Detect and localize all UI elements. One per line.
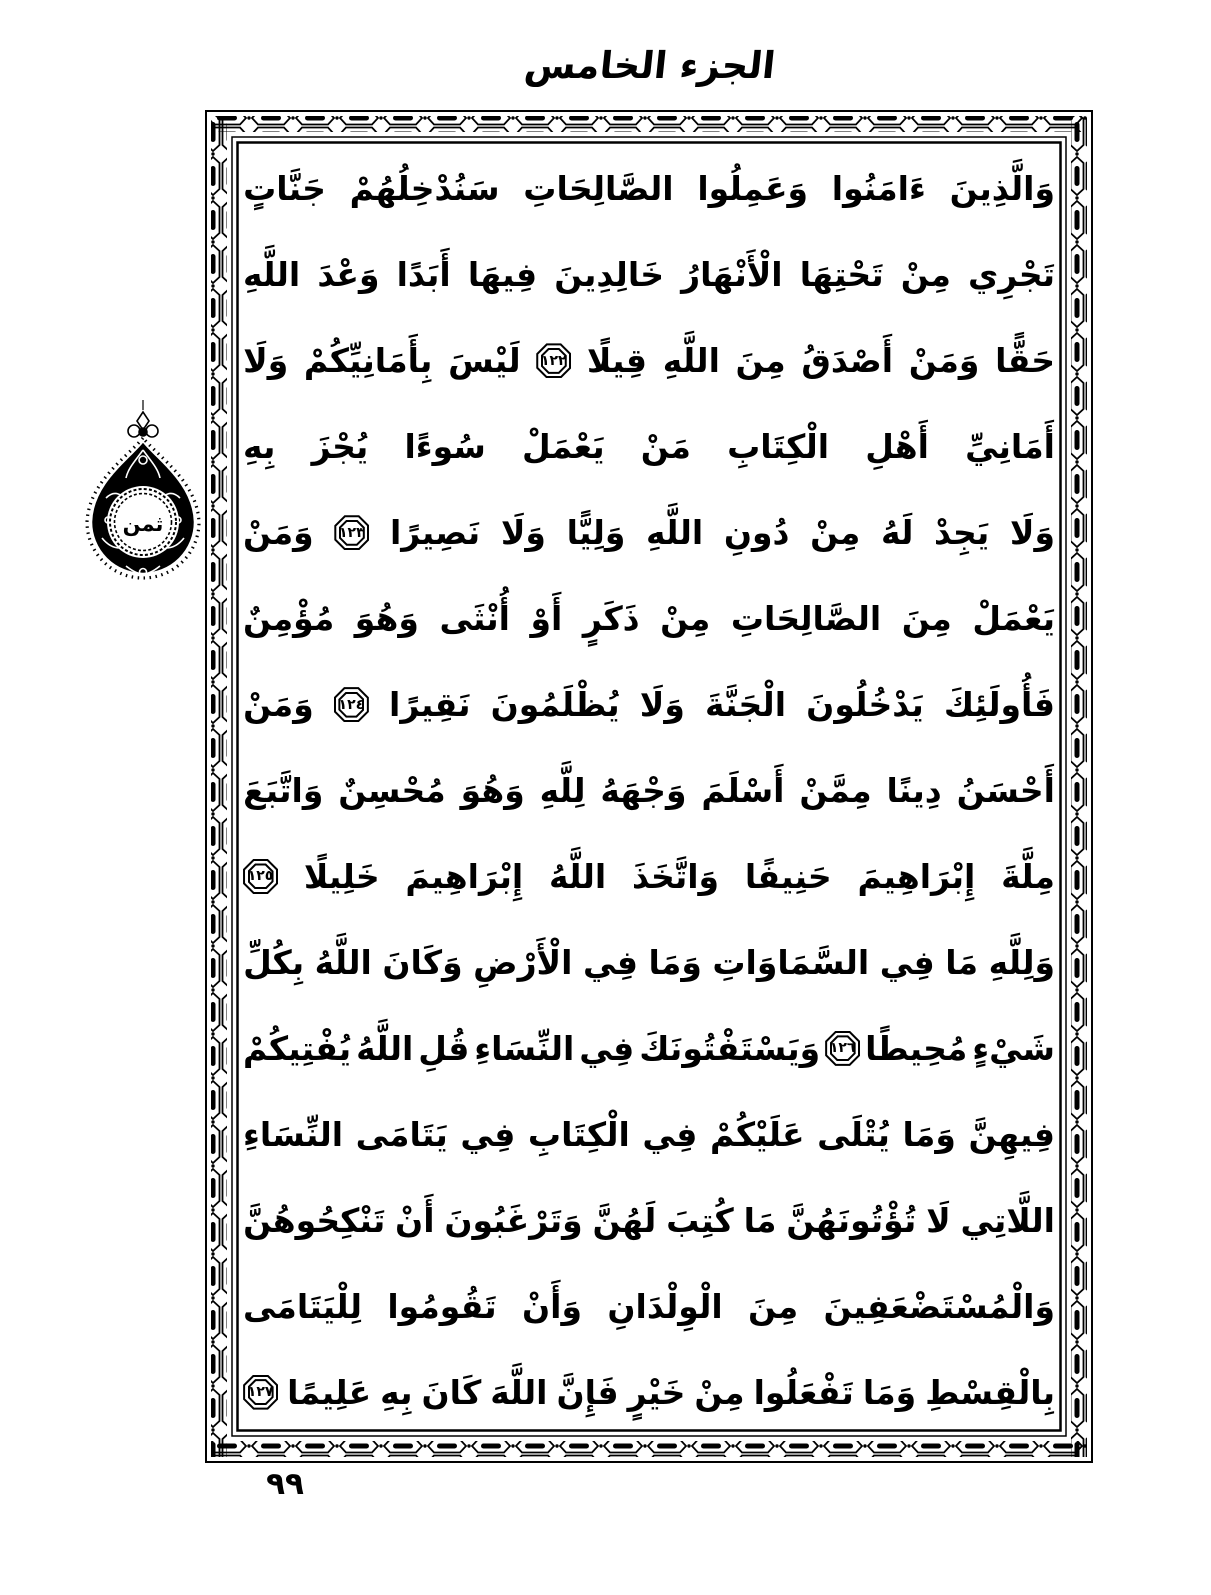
word: جَنَّاتٍ — [243, 169, 326, 209]
word: خَلِيلًا — [303, 856, 380, 896]
word: تَجْرِي — [968, 255, 1055, 295]
word: مِنَ — [735, 341, 786, 381]
word: الْكِتَابِ — [727, 427, 830, 467]
word: الْجَنَّةَ — [705, 685, 787, 725]
verse-number-marker — [825, 1031, 860, 1066]
word: لَهُنَّ — [592, 1200, 657, 1240]
page-number: ٩٩ — [266, 1466, 304, 1502]
word: تُؤْتُونَهُنَّ — [786, 1200, 917, 1240]
word: وَأَنْ — [522, 1286, 582, 1326]
word: فِي — [642, 1114, 698, 1154]
word: وَلَا — [1009, 513, 1055, 553]
word: مِنَ — [748, 1286, 799, 1326]
word: أَنْ — [395, 1200, 435, 1240]
word: شَيْءٍ — [972, 1028, 1055, 1068]
word: مِنَ — [901, 599, 952, 639]
word: مِنْ — [660, 599, 711, 639]
word: مِنْ — [900, 255, 951, 295]
word: وَاتَّبَعَ — [243, 771, 324, 811]
word: سَنُدْخِلُهُمْ — [349, 169, 500, 209]
word: فِي — [460, 1114, 516, 1154]
word: وَلِلَّهِ — [988, 942, 1055, 982]
word: تَنْكِحُوهُنَّ — [243, 1200, 386, 1240]
word: اللَّهُ — [356, 1028, 414, 1068]
word: فَإِنَّ — [556, 1372, 619, 1412]
word: بِالْقِسْطِ — [925, 1372, 1055, 1412]
word: مُحْسِنٌ — [338, 771, 446, 811]
word: الْكِتَابِ — [527, 1114, 630, 1154]
mushaf-line-3 — [243, 318, 1055, 404]
word: نَصِيرًا — [389, 513, 481, 553]
medallion-trefoil — [128, 412, 158, 437]
word: سُوءًا — [404, 427, 486, 467]
word: مِنْ — [694, 1372, 745, 1412]
verse-number: ١٢٧ — [247, 1384, 274, 1401]
mushaf-line-10 — [243, 919, 1055, 1005]
word: مِمَّنْ — [799, 771, 872, 811]
word: إِبْرَاهِيمَ — [405, 856, 524, 896]
word: أَسْلَمَ — [701, 771, 785, 811]
word: الْأَنْهَارُ — [681, 255, 783, 295]
word: لَا — [926, 1200, 951, 1240]
word: تَفْعَلُوا — [753, 1372, 854, 1412]
word: وَلَا — [500, 513, 546, 553]
word: وَالَّذِينَ — [949, 169, 1055, 209]
word: تَحْتِهَا — [799, 255, 884, 295]
mushaf-line-8 — [243, 748, 1055, 834]
word: أَوْ — [530, 599, 563, 639]
word: مَنْ — [640, 427, 691, 467]
word: وَالْمُسْتَضْعَفِينَ — [823, 1286, 1055, 1326]
word: وَهُوَ — [354, 599, 419, 639]
word: لَيْسَ — [448, 341, 521, 381]
verse-number-marker — [243, 859, 278, 894]
word: بِهِ — [243, 427, 276, 467]
verse-number: ١٢٥ — [247, 868, 274, 885]
mushaf-line-1 — [243, 146, 1055, 232]
medallion-label: ثمن — [122, 512, 164, 536]
word: أُنْثَى — [439, 599, 510, 639]
word: وَكَانَ — [382, 942, 463, 982]
word: بِهِ — [380, 1372, 413, 1412]
mushaf-line-12 — [243, 1091, 1055, 1177]
word: قُلِ — [418, 1028, 470, 1068]
word: لِلَّهِ — [539, 771, 586, 811]
word: نَقِيرًا — [389, 685, 471, 725]
word: فِي — [879, 942, 935, 982]
word: بِكُلِّ — [243, 942, 305, 982]
verse-number-marker — [536, 343, 571, 378]
word: حَنِيفًا — [744, 856, 832, 896]
word: مُؤْمِنٌ — [243, 599, 335, 639]
word: عَلِيمًا — [287, 1372, 372, 1412]
word: الْوِلْدَانِ — [607, 1286, 723, 1326]
mushaf-line-6 — [243, 576, 1055, 662]
word: فَأُولَئِكَ — [943, 685, 1055, 725]
word: فِي — [582, 942, 638, 982]
word: قِيلًا — [586, 341, 648, 381]
word: مِنْ — [810, 513, 861, 553]
word: فِيهَا — [467, 255, 538, 295]
verse-number-marker — [334, 687, 369, 722]
word: اللَّاتِي — [960, 1200, 1055, 1240]
word: حَقًّا — [995, 341, 1055, 381]
word: وَمَا — [902, 1114, 956, 1154]
word: دِينًا — [886, 771, 942, 811]
word: مَا — [743, 1200, 777, 1240]
word: النِّسَاءِ — [474, 1028, 575, 1068]
word: فِيهِنَّ — [968, 1114, 1055, 1154]
word: يُتْلَى — [817, 1114, 890, 1154]
word: وَمَنْ — [243, 513, 314, 553]
word: مَا — [945, 942, 979, 982]
word: دُونِ — [723, 513, 790, 553]
word: وَلِيًّا — [566, 513, 626, 553]
word: وَاتَّخَذَ — [631, 856, 720, 896]
word: أَهْلِ — [865, 427, 929, 467]
word: يُفْتِيكُمْ — [243, 1028, 352, 1068]
word: النِّسَاءِ — [243, 1114, 344, 1154]
word: وَمَا — [648, 942, 702, 982]
text-frame — [205, 110, 1093, 1463]
mushaf-line-15 — [243, 1349, 1055, 1435]
word: الصَّالِحَاتِ — [523, 169, 674, 209]
word: كُتِبَ — [666, 1200, 734, 1240]
verse-number-marker — [243, 1375, 278, 1410]
word: أَحْسَنُ — [956, 771, 1055, 811]
word: يُجْزَ — [311, 427, 369, 467]
word: وَمَنْ — [908, 341, 980, 381]
word: يَتَامَى — [355, 1114, 448, 1154]
word: لِلْيَتَامَى — [243, 1286, 363, 1326]
word: الصَّالِحَاتِ — [730, 599, 882, 639]
mushaf-line-14 — [243, 1263, 1055, 1349]
word: عَلَيْكُمْ — [710, 1114, 805, 1154]
mushaf-line-5 — [243, 490, 1055, 576]
word: يَجِدْ — [934, 513, 990, 553]
word: يُظْلَمُونَ — [490, 685, 620, 725]
mushaf-line-13 — [243, 1177, 1055, 1263]
word: اللَّهِ — [646, 513, 704, 553]
mushaf-line-2 — [243, 232, 1055, 318]
mushaf-line-11 — [243, 1005, 1055, 1091]
word: الْأَرْضِ — [473, 942, 573, 982]
word: أَمَانِيِّ — [965, 427, 1055, 467]
word: وَيَسْتَفْتُونَكَ — [639, 1028, 821, 1068]
word: كَانَ — [421, 1372, 482, 1412]
word: وَمَنْ — [243, 685, 314, 725]
word: اللَّهُ — [548, 856, 607, 896]
mushaf-line-7 — [243, 662, 1055, 748]
quran-text-block — [243, 146, 1055, 1435]
word: وَمَا — [862, 1372, 917, 1412]
word: يَعْمَلْ — [972, 599, 1055, 639]
word: السَّمَاوَاتِ — [712, 942, 870, 982]
word: أَبَدًا — [396, 255, 451, 295]
word: أَصْدَقُ — [801, 341, 894, 381]
word: ذَكَرٍ — [582, 599, 640, 639]
word: وَعَمِلُوا — [697, 169, 809, 209]
word: وَهُوَ — [460, 771, 525, 811]
verse-number: ١٢٢ — [540, 352, 567, 369]
word: لَهُ — [880, 513, 914, 553]
verse-number: ١٢٣ — [339, 524, 365, 541]
mushaf-line-9 — [243, 834, 1055, 920]
word: وَلَا — [243, 341, 289, 381]
word: اللَّهَ — [490, 1372, 548, 1412]
mushaf-line-4 — [243, 404, 1055, 490]
word: وَعْدَ — [317, 255, 380, 295]
word: فِي — [579, 1028, 635, 1068]
word: اللَّهُ — [314, 942, 372, 982]
verse-number: ١٢٦ — [829, 1040, 856, 1057]
word: وَلَا — [639, 685, 685, 725]
word: اللَّهِ — [662, 341, 720, 381]
word: خَيْرٍ — [627, 1372, 686, 1412]
word: ءَامَنُوا — [831, 169, 926, 209]
word: يَدْخُلُونَ — [806, 685, 924, 725]
word: وَجْهَهُ — [600, 771, 687, 811]
word: بِأَمَانِيِّكُمْ — [303, 341, 433, 381]
word: مِلَّةَ — [1001, 856, 1055, 896]
hizb-medallion — [78, 398, 208, 596]
word: خَالِدِينَ — [554, 255, 664, 295]
word: يَعْمَلْ — [522, 427, 605, 467]
juz-header: الجزء الخامس — [522, 44, 778, 87]
verse-number-marker — [334, 515, 369, 550]
word: إِبْرَاهِيمَ — [857, 856, 976, 896]
word: وَتَرْغَبُونَ — [444, 1200, 583, 1240]
word: مُحِيطًا — [865, 1028, 968, 1068]
word: تَقُومُوا — [387, 1286, 497, 1326]
verse-number: ١٢٤ — [338, 696, 365, 713]
word: اللَّهِ — [243, 255, 301, 295]
